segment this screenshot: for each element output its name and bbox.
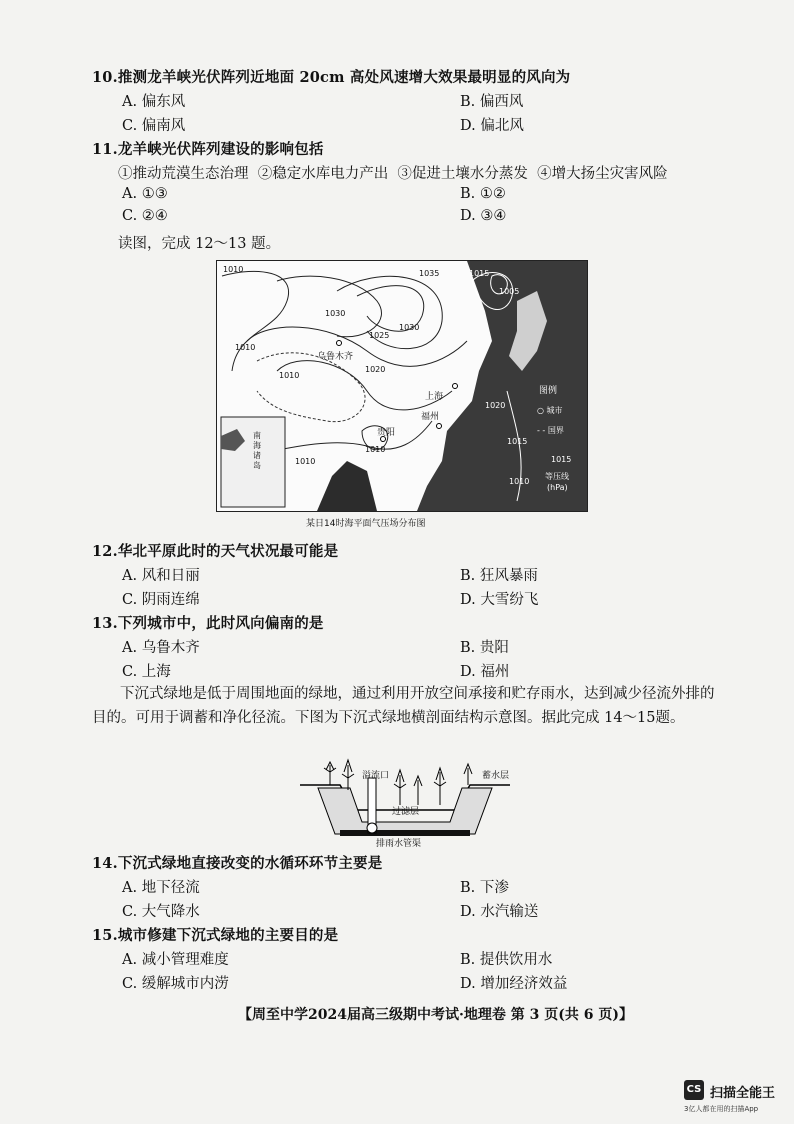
q11-option-b: B. ①② bbox=[460, 186, 506, 202]
plant bbox=[394, 770, 406, 805]
q10-option-d: D. 偏北风 bbox=[460, 118, 524, 134]
pressure-map-drawing bbox=[217, 261, 587, 511]
q10-option-c: C. 偏南风 bbox=[122, 118, 186, 134]
page-footer: 【周至中学2024届高三级期中考试·地理卷 第 3 页(共 6 页)】 bbox=[238, 1007, 633, 1023]
isobar-label: 1025 bbox=[369, 331, 390, 340]
question-15-stem: 15.城市修建下沉式绿地的主要目的是 bbox=[92, 927, 339, 944]
city-marker bbox=[437, 424, 442, 429]
national-border bbox=[257, 353, 365, 422]
q14-option-b: B. 下渗 bbox=[460, 880, 509, 896]
isobar-label: 1010 bbox=[279, 371, 300, 380]
isobar-line bbox=[247, 327, 467, 366]
scanner-tagline: 3亿人都在用的扫描App bbox=[684, 1105, 759, 1113]
map-caption: 某日14时海平面气压场分布图 bbox=[306, 519, 426, 529]
q12-option-d: D. 大雪纷飞 bbox=[460, 592, 539, 608]
q15-option-b: B. 提供饮用水 bbox=[460, 952, 553, 968]
plant bbox=[464, 764, 472, 785]
label-overflow-outlet: 溢流口 bbox=[362, 771, 390, 781]
city-label-shanghai: 上海 bbox=[425, 392, 444, 402]
q15-option-c: C. 缓解城市内涝 bbox=[122, 976, 229, 992]
isobar-label: 1010 bbox=[223, 265, 244, 274]
legend-border-label: 国界 bbox=[547, 426, 564, 435]
isobar-label: 1015 bbox=[507, 437, 528, 446]
scanner-logo-icon: CS bbox=[684, 1080, 704, 1100]
question-14-stem: 14.下沉式绿地直接改变的水循环环节主要是 bbox=[92, 855, 383, 872]
q13-option-a: A. 乌鲁木齐 bbox=[122, 640, 200, 656]
q14-option-d: D. 水汽输送 bbox=[460, 904, 539, 920]
q10-option-a: A. 偏东风 bbox=[122, 94, 186, 110]
isobar-label: 1010 bbox=[235, 343, 256, 352]
q15-option-a: A. 减小管理难度 bbox=[122, 952, 229, 968]
legend-isobar-value: 1015 bbox=[551, 455, 572, 464]
intro-12-13: 读图，完成 12～13 题。 bbox=[118, 236, 281, 252]
legend-border bbox=[537, 425, 564, 436]
q12-option-c: C. 阴雨连绵 bbox=[122, 592, 200, 608]
city-marker bbox=[453, 384, 458, 389]
isobar-label: 1020 bbox=[365, 365, 386, 374]
city-label-urumqi: 乌鲁木齐 bbox=[317, 352, 354, 362]
isobar-label: 1010 bbox=[365, 445, 386, 454]
q15-option-d: D. 增加经济效益 bbox=[460, 976, 568, 992]
q11-option-d: D. ③④ bbox=[460, 208, 507, 224]
plant bbox=[434, 768, 446, 805]
sunken-greenland-diagram bbox=[300, 750, 510, 850]
question-10-stem: 10.推测龙羊峡光伏阵列近地面 20cm 高处风速增大效果最明显的风向为 bbox=[92, 69, 571, 86]
q14-option-a: A. 地下径流 bbox=[122, 880, 200, 896]
q12-option-b: B. 狂风暴雨 bbox=[460, 568, 538, 584]
legend-isobar-label: 等压线 bbox=[545, 472, 569, 481]
pressure-map bbox=[216, 260, 588, 512]
isobar-label: 1010 bbox=[509, 477, 530, 486]
q10-option-b: B. 偏西风 bbox=[460, 94, 524, 110]
q11-option-c: C. ②④ bbox=[122, 208, 168, 224]
isobar-label: 1020 bbox=[485, 401, 506, 410]
legend-city-label: 城市 bbox=[546, 406, 563, 415]
legend-city-marker-icon: ○ bbox=[537, 406, 547, 415]
legend-border-dash-icon: - - bbox=[537, 426, 548, 435]
plant bbox=[324, 762, 336, 785]
isobar-line bbox=[277, 276, 381, 337]
label-filter-layer: 过滤层 bbox=[392, 807, 420, 817]
q11-option-a: A. ①③ bbox=[122, 186, 168, 202]
isobar-label: 1030 bbox=[399, 323, 420, 332]
question-11-stem: 11.龙羊峡光伏阵列建设的影响包括 bbox=[92, 141, 324, 158]
pipe-opening bbox=[367, 823, 377, 833]
isobar-label: 1005 bbox=[499, 287, 520, 296]
southeast-asia-land bbox=[317, 461, 377, 511]
q13-option-b: B. 贵阳 bbox=[460, 640, 509, 656]
city-label-fuzhou: 福州 bbox=[421, 412, 440, 422]
legend-city bbox=[537, 405, 563, 416]
legend-unit: (hPa) bbox=[547, 483, 568, 492]
isobar-line bbox=[337, 276, 442, 348]
label-drain-pipe: 排雨水管渠 bbox=[376, 839, 422, 849]
isobar-label: 1035 bbox=[419, 269, 440, 278]
question-12-stem: 12.华北平原此时的天气状况最可能是 bbox=[92, 543, 339, 560]
q12-option-a: A. 风和日丽 bbox=[122, 568, 200, 584]
scanner-app-name: 扫描全能王 bbox=[710, 1086, 776, 1101]
q13-option-d: D. 福州 bbox=[460, 664, 510, 680]
isobar-label: 1015 bbox=[469, 269, 490, 278]
q13-option-c: C. 上海 bbox=[122, 664, 171, 680]
isobar-label: 1010 bbox=[295, 457, 316, 466]
city-label-guiyang: 贵阳 bbox=[377, 428, 396, 438]
isobar-label: 1030 bbox=[325, 309, 346, 318]
isobar-line bbox=[222, 271, 289, 371]
label-storage-layer: 蓄水层 bbox=[482, 771, 510, 781]
q11-items: ①推动荒漠生态治理 ②稳定水库电力产出 ③促进土壤水分蒸发 ④增大扬尘灾害风险 bbox=[118, 166, 668, 182]
plant bbox=[414, 776, 422, 805]
inset-label: 南海诸岛 bbox=[253, 431, 261, 470]
question-13-stem: 13.下列城市中，此时风向偏南的是 bbox=[92, 615, 324, 632]
plant bbox=[342, 760, 354, 790]
intro-14-15: 下沉式绿地是低于周围地面的绿地，通过利用开放空间承接和贮存雨水，达到减少径流外排的目的。可用于调蓄和净化径流。下图为下沉式绿地横剖面结构示意图。据此完成 14～15题。 bbox=[92, 686, 715, 726]
city-marker bbox=[337, 341, 342, 346]
q14-option-c: C. 大气降水 bbox=[122, 904, 200, 920]
legend-title: 图例 bbox=[539, 386, 558, 396]
